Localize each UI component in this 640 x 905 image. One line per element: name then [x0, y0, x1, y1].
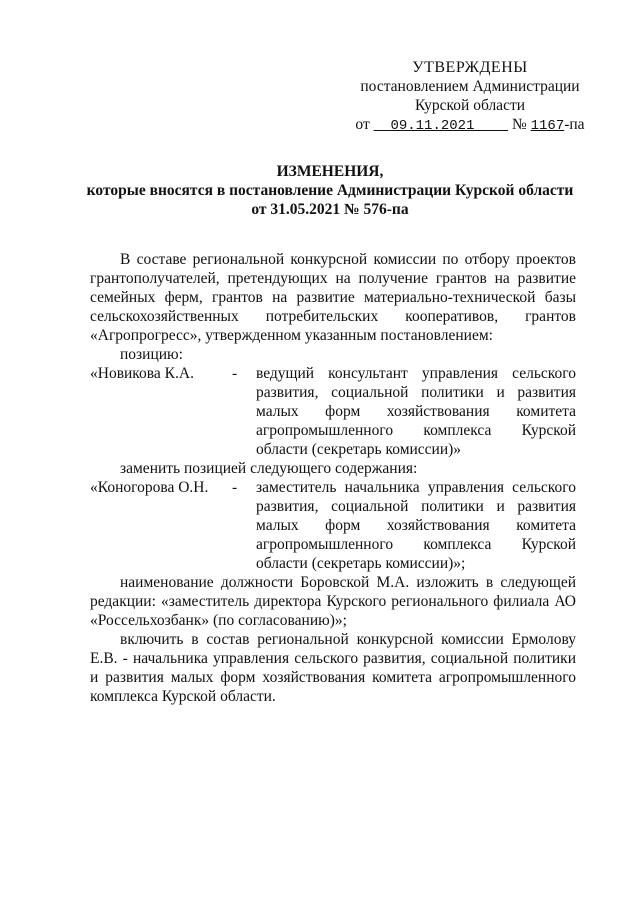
new-entry-name: «Коногорова О.Н.	[90, 479, 209, 496]
position-label: позицию:	[120, 346, 183, 363]
heading-line-3: от 31.05.2021 № 576-па	[251, 201, 409, 218]
document-body	[90, 250, 576, 706]
intro-paragraph: В составе региональной конкурсной комиссии по отбору проектов грантополучателей, претендующих на получение грантов на развитие семейных ферм, грантов на развитие материально-технической базы сельскохозяйственных потребительских кооперативов, грантов «Агропрогресс», утвержденном указанным постановлением:	[90, 251, 576, 344]
new-entry-dash: -	[232, 479, 238, 496]
old-entry-name: «Новикова К.А.	[90, 365, 194, 382]
replace-label: заменить позицией следующего содержания:	[120, 460, 418, 477]
old-entry-dash: -	[232, 365, 238, 382]
old-entry-description: ведущий консультант управления сельского развития, социальной политики и развития малых форм хозяйствования комитета агропромышленного комплекса Курской области (секретарь комиссии)»	[256, 365, 576, 458]
rename-paragraph: наименование должности Боровской М.А. изложить в следующей редакции: «заместитель директора Курского регионального филиала АО «Россельхозбанк» (по согласованию)»;	[90, 574, 576, 629]
include-paragraph: включить в состав региональной конкурсной комиссии Ермолову Е.В. - начальника управления сельского развития, социальной политики и развития малых форм хозяйствования комитета агропромышленного комплекса Курской области.	[90, 631, 576, 705]
old-entry	[90, 364, 576, 459]
document-heading	[60, 162, 600, 219]
approval-title: УТВЕРЖДЕНЫ	[412, 59, 528, 76]
number-suffix: -па	[564, 116, 585, 133]
new-entry	[90, 478, 576, 573]
approval-stamp	[350, 58, 590, 136]
heading-line-1: ИЗМЕНЕНИЯ,	[276, 163, 384, 180]
approval-line-1: постановлением Администрации	[360, 78, 580, 95]
number-prefix: №	[511, 116, 527, 133]
new-entry-description: заместитель начальника управления сельского развития, социальной политики и развития малых форм хозяйствования комитета агропромышленного комплекса Курской области (секретарь комиссии)»;	[256, 479, 576, 572]
approval-number: 1167	[530, 118, 565, 134]
approval-date: 09.11.2021	[390, 118, 475, 134]
heading-line-2: которые вносятся в постановление Администрации Курской области	[86, 182, 574, 199]
approval-line-2: Курской области	[414, 97, 526, 114]
date-prefix: от	[355, 116, 370, 133]
approval-date-line	[350, 115, 590, 136]
